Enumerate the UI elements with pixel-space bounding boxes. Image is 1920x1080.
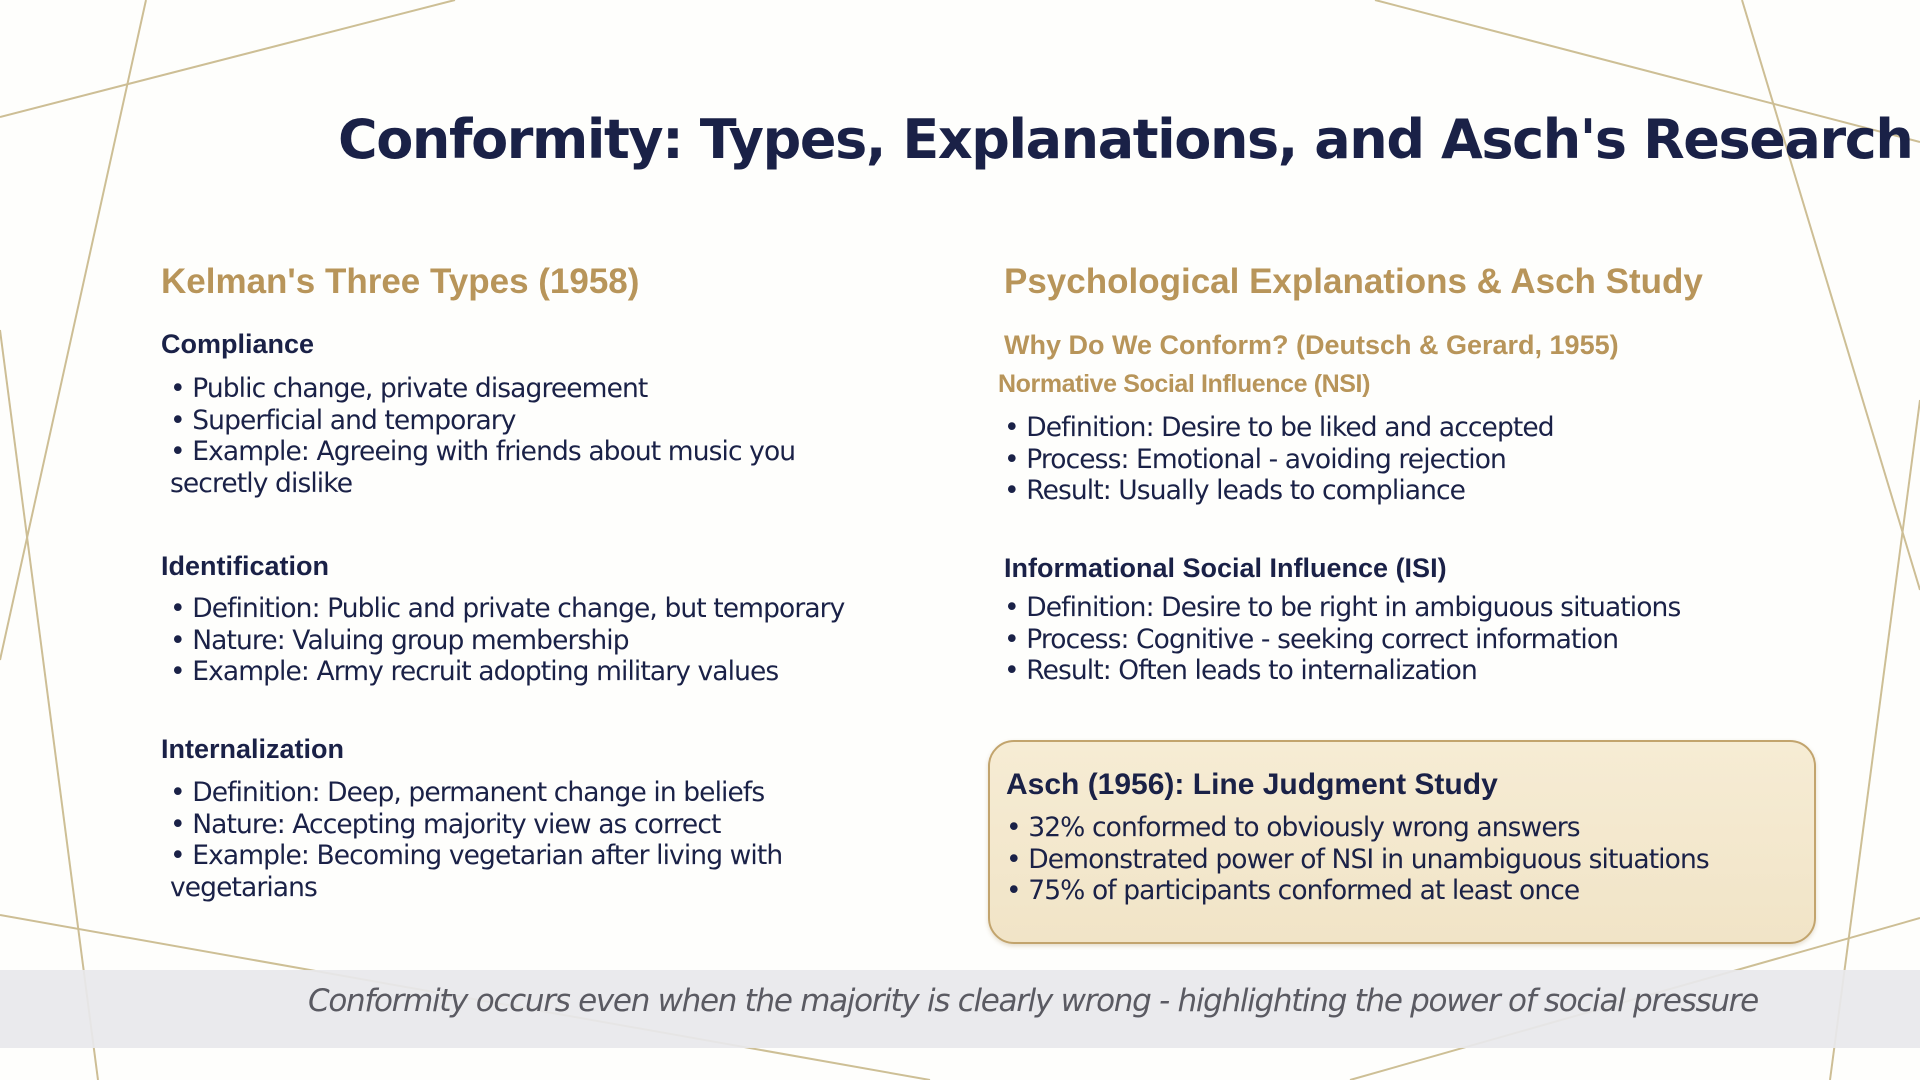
bullet-item: • Process: Emotional - avoiding rejection: [1004, 443, 1506, 475]
compliance-heading: Compliance: [161, 329, 315, 359]
deco-line: [1742, 0, 1920, 590]
asch-study-title: Asch (1956): Line Judgment Study: [1006, 768, 1498, 801]
bullet-item: • Definition: Desire to be liked and accepted: [1004, 412, 1554, 443]
left-column-heading: Kelman's Three Types (1958): [161, 262, 640, 301]
nsi-bullets: [1004, 412, 1554, 507]
identification-bullets: [170, 593, 844, 688]
bullet-item: • Process: Cognitive - seeking correct information: [1004, 623, 1619, 655]
internalization-bullets: [170, 777, 782, 903]
bullet-item: • Nature: Valuing group membership: [170, 624, 629, 656]
asch-study-bullets: [1006, 812, 1709, 907]
slide-title: Conformity: Types, Explanations, and Asch's Research: [338, 108, 1913, 171]
bullet-item: • Definition: Public and private change, but temporary: [170, 593, 845, 624]
bullet-item: • Example: Agreeing with friends about music you: [170, 436, 796, 467]
bullet-item: vegetarians: [170, 871, 317, 903]
asch-study-callout: [988, 740, 1816, 944]
bullet-item: • Example: Army recruit adopting military values: [170, 656, 779, 687]
isi-bullets: [1004, 592, 1680, 687]
bullet-item: • Definition: Desire to be right in ambiguous situations: [1004, 592, 1681, 623]
right-column-heading: Psychological Explanations & Asch Study: [1004, 262, 1703, 301]
bullet-item: • Definition: Deep, permanent change in beliefs: [170, 777, 765, 808]
compliance-bullets: [170, 373, 795, 499]
why-conform-heading: Why Do We Conform? (Deutsch & Gerard, 1955): [1004, 330, 1619, 360]
deco-line: [0, 0, 146, 660]
identification-heading: Identification: [161, 551, 329, 581]
bullet-item: • 75% of participants conformed at least once: [1006, 875, 1580, 906]
bullet-item: secretly dislike: [170, 467, 353, 499]
deco-line: [0, 330, 98, 1080]
bullet-item: • Result: Often leads to internalization: [1004, 655, 1477, 686]
footer-caption: Conformity occurs even when the majority is clearly wrong - highlighting the power of social pressure: [308, 983, 1758, 1019]
deco-line: [0, 0, 455, 117]
internalization-heading: Internalization: [161, 734, 345, 764]
bullet-item: • Nature: Accepting majority view as correct: [170, 808, 721, 840]
nsi-heading: Normative Social Influence (NSI): [998, 370, 1371, 398]
bullet-item: • Example: Becoming vegetarian after living with: [170, 840, 783, 871]
bullet-item: • 32% conformed to obviously wrong answers: [1006, 812, 1580, 843]
bullet-item: • Result: Usually leads to compliance: [1004, 475, 1466, 506]
bullet-item: • Superficial and temporary: [170, 404, 516, 436]
bullet-item: • Demonstrated power of NSI in unambiguous situations: [1006, 843, 1709, 875]
isi-heading: Informational Social Influence (ISI): [1004, 553, 1447, 583]
bullet-item: • Public change, private disagreement: [170, 373, 648, 404]
